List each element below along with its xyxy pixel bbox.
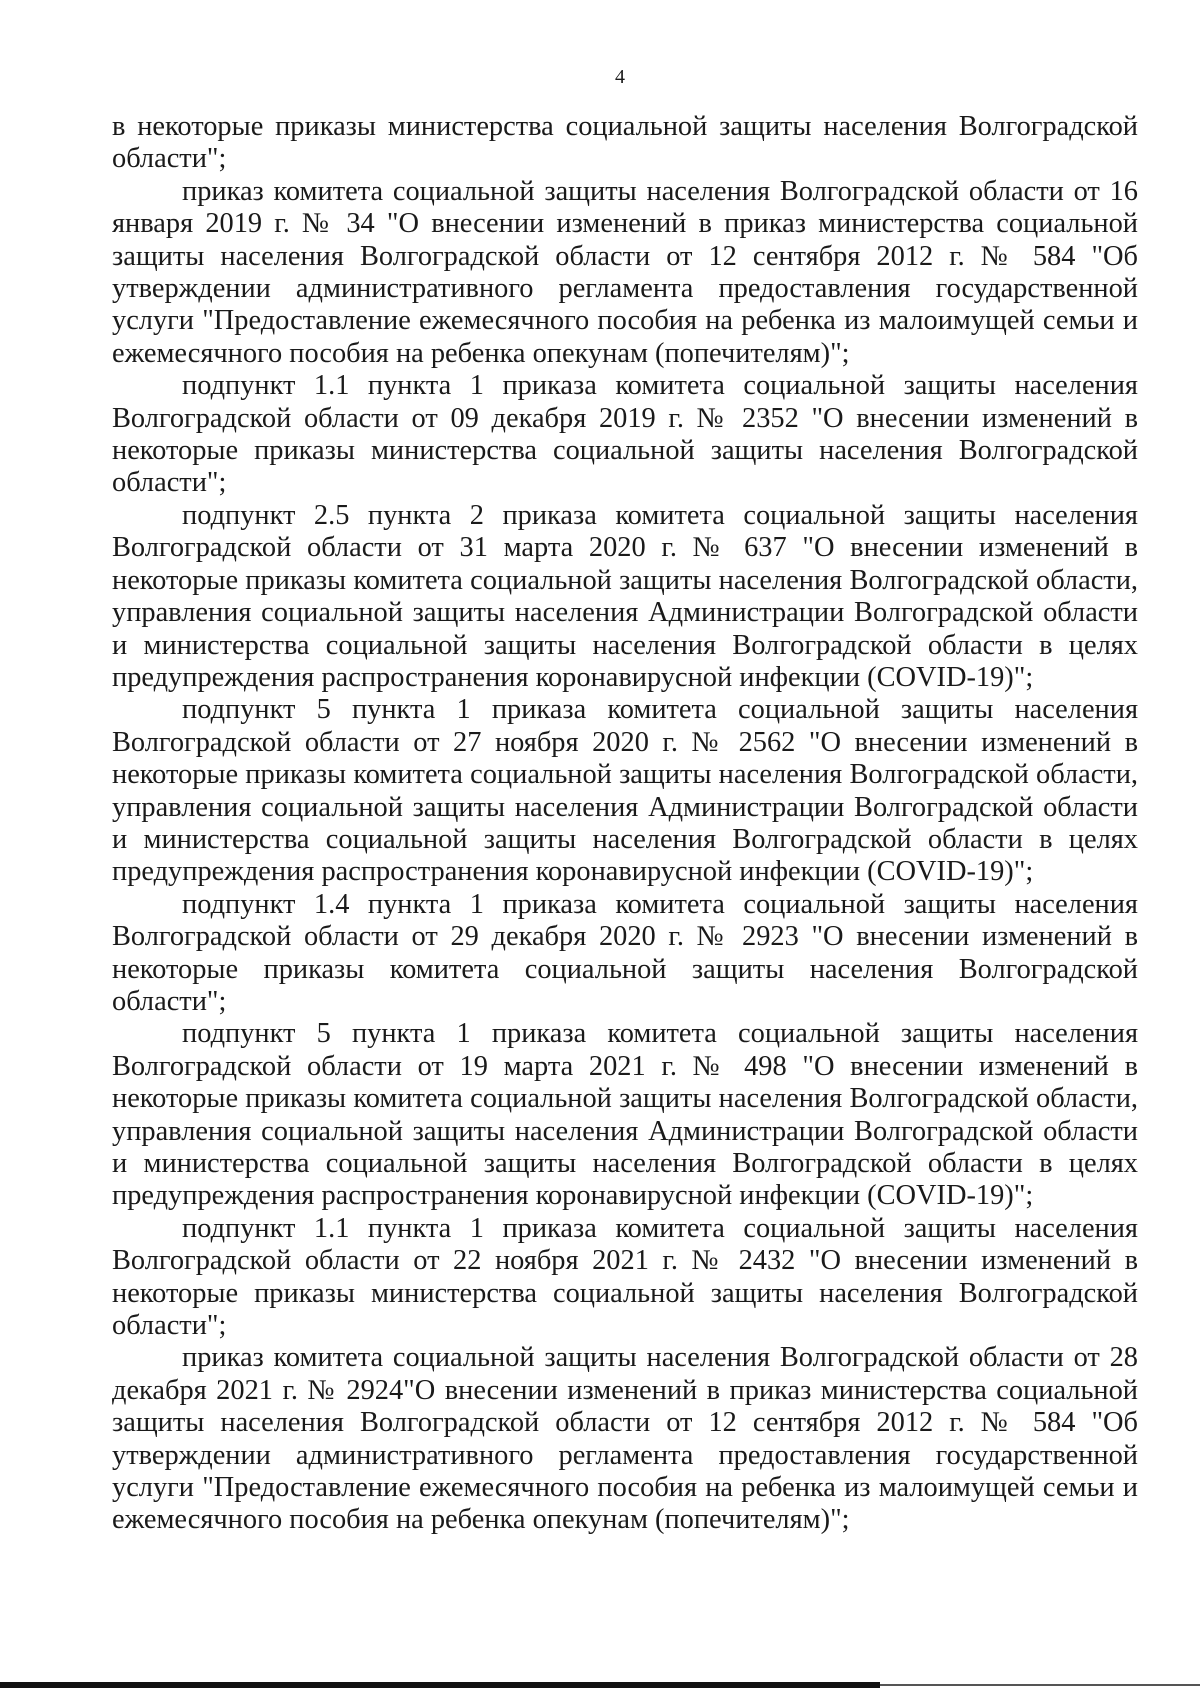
paragraph: подпункт 1.4 пункта 1 приказа комитета социальной защиты населения Волгоградской области от 29 декабря 2020 г. № 2923 "О внесении изменений в некоторые приказы комитета социальной защиты населения Волгоградской области"; xyxy=(112,888,1138,1017)
paragraph: подпункт 2.5 пункта 2 приказа комитета социальной защиты населения Волгоградской области от 31 марта 2020 г. № 637 "О внесении изменений в некоторые приказы комитета социальной защиты населения Волгоградской области, управления социальной защиты населения Администрации Волгоградской области и министерства социальной защиты населения Волгоградской области в целях предупреждения распространения коронавирусной инфекции (COVID-19)"; xyxy=(112,499,1138,693)
scan-edge-line xyxy=(0,1682,880,1688)
paragraph: подпункт 5 пункта 1 приказа комитета социальной защиты населения Волгоградской области от 19 марта 2021 г. № 498 "О внесении изменений в некоторые приказы комитета социальной защиты населения Волгоградской области, управления социальной защиты населения Администрации Волгоградской области и министерства социальной защиты населения Волгоградской области в целях предупреждения распространения коронавирусной инфекции (COVID-19)"; xyxy=(112,1018,1138,1212)
page-number: 4 xyxy=(615,66,625,88)
scan-edge-line-thin xyxy=(880,1684,1200,1686)
paragraph: подпункт 5 пункта 1 приказа комитета социальной защиты населения Волгоградской области от 27 ноября 2020 г. № 2562 "О внесении изменений в некоторые приказы комитета социальной защиты населения Волгоградской области, управления социальной защиты населения Администрации Волгоградской области и министерства социальной защиты населения Волгоградской области в целях предупреждения распространения коронавирусной инфекции (COVID-19)"; xyxy=(112,694,1138,888)
paragraph-continuation: в некоторые приказы министерства социальной защиты населения Волгоградской области"; xyxy=(112,111,1138,175)
document-body xyxy=(112,111,1138,1537)
paragraph: приказ комитета социальной защиты населения Волгоградской области от 28 декабря 2021 г. № 2924"О внесении изменений в приказ министерства социальной защиты населения Волгоградской области от 12 сентября 2012 г. № 584 "Об утверждении административного регламента предоставления государственной услуги "Предоставление ежемесячного пособия на ребенка из малоимущей семьи и ежемесячного пособия на ребенка опекунам (попечителям)"; xyxy=(112,1342,1138,1536)
paragraph: подпункт 1.1 пункта 1 приказа комитета социальной защиты населения Волгоградской области от 22 ноября 2021 г. № 2432 "О внесении изменений в некоторые приказы министерства социальной защиты населения Волгоградской области"; xyxy=(112,1212,1138,1342)
paragraph: подпункт 1.1 пункта 1 приказа комитета социальной защиты населения Волгоградской области от 09 декабря 2019 г. № 2352 "О внесении изменений в некоторые приказы министерства социальной защиты населения Волгоградской области"; xyxy=(112,370,1138,499)
paragraph: приказ комитета социальной защиты населения Волгоградской области от 16 января 2019 г. № 34 "О внесении изменений в приказ министерства социальной защиты населения Волгоградской области от 12 сентября 2012 г. № 584 "Об утверждении административного регламента предоставления государственной услуги "Предоставление ежемесячного пособия на ребенка из малоимущей семьи и ежемесячного пособия на ребенка опекунам (попечителям)"; xyxy=(112,175,1138,369)
